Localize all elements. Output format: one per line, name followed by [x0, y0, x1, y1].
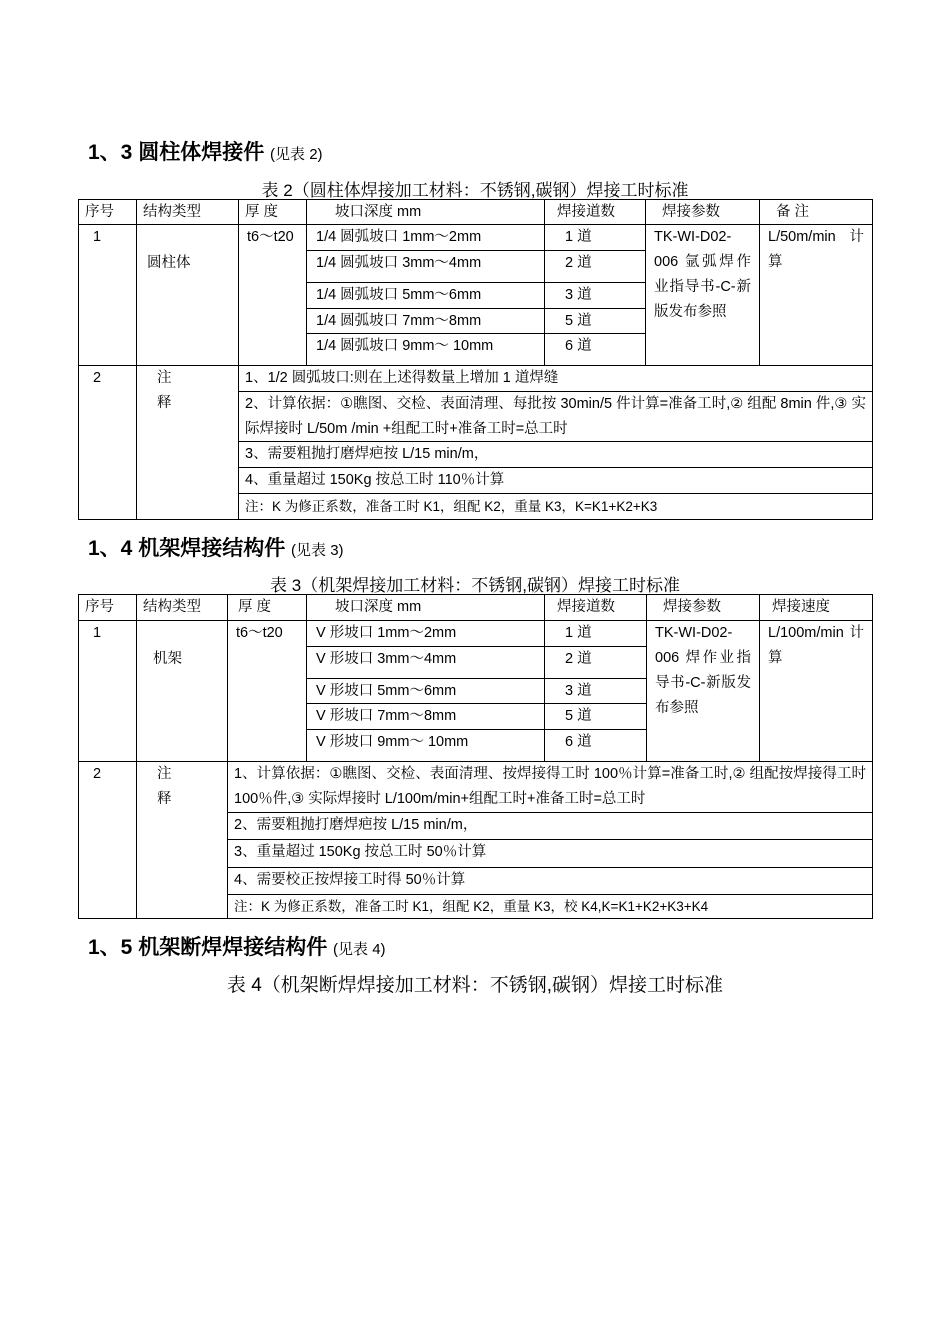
table3-row1-thickness: t6～t20 — [227, 620, 307, 762]
table3-groove-5: V 形坡口 9mm～ 10mm — [306, 729, 545, 762]
table2-header-type: 结构类型 — [136, 199, 239, 225]
table2-groove-4: 1/4 圆弧坡口 7mm～8mm — [306, 308, 545, 334]
table3-passes-5: 6 道 — [544, 729, 647, 762]
table3-passes-1: 1 道 — [544, 620, 647, 647]
table3-header-type: 结构类型 — [136, 594, 228, 621]
table3-passes-4: 5 道 — [544, 703, 647, 730]
table3-header-speed: 焊接速度 — [759, 594, 873, 621]
table2-note-5: 注：K 为修正系数，准备工时 K1，组配 K2，重量 K3，K=K1+K2+K3 — [238, 493, 873, 520]
table2-row2-type — [136, 365, 239, 520]
table2-passes-2: 2 道 — [544, 250, 646, 283]
table3-groove-4: V 形坡口 7mm～8mm — [306, 703, 545, 730]
table2-passes-4: 5 道 — [544, 308, 646, 334]
table3-passes-2: 2 道 — [544, 646, 647, 679]
table3-header-thickness: 厚 度 — [227, 594, 307, 621]
section-note: (见表 2) — [270, 146, 323, 163]
table3-note-2: 2、需要粗抛打磨焊疤按 L/15 min/m， — [227, 812, 873, 840]
section-title: 1、3 圆柱体焊接件 — [88, 141, 265, 164]
table2-header-groove: 坡口深度 mm — [306, 199, 545, 225]
table2-passes-5: 6 道 — [544, 333, 646, 366]
table3-header-groove: 坡口深度 mm — [306, 594, 545, 621]
table2-note-4: 4、重量超过 150Kg 按总工时 110％计算 — [238, 467, 873, 494]
section-title: 1、5 机架断焊焊接结构件 — [88, 936, 328, 959]
table2-note-1: 1、1/2 圆弧坡口:则在上述得数量上增加 1 道焊缝 — [238, 365, 873, 392]
section-14-heading — [88, 532, 344, 562]
table2-groove-1: 1/4 圆弧坡口 1mm～2mm — [306, 224, 545, 251]
table3-row2-type-line2: 释 — [157, 791, 172, 807]
table3-row1-type: 机架 — [136, 620, 228, 762]
table2-row1-thickness: t6～t20 — [238, 224, 307, 366]
table2-caption: 表 2（圆柱体焊接加工材料：不锈钢,碳钢）焊接工时标准 — [261, 181, 689, 200]
table2-header-passes: 焊接道数 — [544, 199, 646, 225]
section-title: 1、4 机架焊接结构件 — [88, 537, 286, 560]
table2-row1-remark: L/50m/min 计算 — [759, 224, 873, 366]
table2-groove-2: 1/4 圆弧坡口 3mm～4mm — [306, 250, 545, 283]
table3-header-param: 焊接参数 — [646, 594, 760, 621]
table3-groove-3: V 形坡口 5mm～6mm — [306, 678, 545, 704]
table2-header-param: 焊接参数 — [645, 199, 760, 225]
table2-passes-1: 1 道 — [544, 224, 646, 251]
table3-header-no: 序号 — [78, 594, 137, 621]
table4-caption: 表 4（机架断焊焊接加工材料：不锈钢,碳钢）焊接工时标准 — [226, 975, 724, 996]
table2-row2-type-line2: 释 — [157, 395, 172, 411]
table3-row1-speed: L/100m/min 计算 — [759, 620, 873, 762]
table2-groove-5: 1/4 圆弧坡口 9mm～ 10mm — [306, 333, 545, 366]
section-13-heading — [88, 136, 323, 166]
table3-row1-param: TK-WI-D02-006 焊作业指导书-C-新版发布参照 — [646, 620, 760, 762]
section-note: (见表 4) — [333, 941, 386, 958]
table3-passes-3: 3 道 — [544, 678, 647, 704]
table2-header-no: 序号 — [78, 199, 137, 225]
table2-header-thickness: 厚 度 — [238, 199, 307, 225]
table3-row2-type — [136, 761, 228, 919]
table2-row1-param: TK-WI-D02-006 氩弧焊作业指导书-C-新版发布参照 — [645, 224, 760, 366]
table2-row1-type: 圆柱体 — [136, 224, 239, 366]
table2-row2-no: 2 — [78, 365, 137, 520]
table2-groove-3: 1/4 圆弧坡口 5mm～6mm — [306, 282, 545, 309]
table2-note-3: 3、需要粗抛打磨焊疤按 L/15 min/m， — [238, 441, 873, 468]
table3-groove-2: V 形坡口 3mm～4mm — [306, 646, 545, 679]
table3-row2-type-line1: 注 — [157, 766, 172, 782]
table3-header-passes: 焊接道数 — [544, 594, 647, 621]
table3-note-3: 3、重量超过 150Kg 按总工时 50％计算 — [227, 839, 873, 868]
table3-note-5: 注：K 为修正系数，准备工时 K1，组配 K2，重量 K3，校 K4,K=K1+K2+K3+K4 — [227, 894, 873, 919]
table2-row1-no: 1 — [78, 224, 137, 366]
table3-note-4: 4、需要校正按焊接工时得 50％计算 — [227, 867, 873, 895]
table2-row2-type-line1: 注 — [157, 370, 172, 386]
section-15-heading — [88, 931, 386, 961]
table3-note-1: 1、计算依据：①瞧图、交检、表面清理、按焊接得工时 100％计算=准备工时,② 组配按焊接得工时 100％件,③ 实际焊接时 L/100m/min+组配工时+准备工时=总工时 — [227, 761, 873, 813]
table2-header-remark: 备 注 — [759, 199, 873, 225]
section-note: (见表 3) — [291, 542, 344, 559]
table3-row1-no: 1 — [78, 620, 137, 762]
table3-groove-1: V 形坡口 1mm～2mm — [306, 620, 545, 647]
table2-note-2: 2、计算依据：①瞧图、交检、表面清理、每批按 30min/5 件计算=准备工时,② 组配 8min 件,③ 实际焊接时 L/50m /min +组配工时+准备工时=总工时 — [238, 391, 873, 442]
table3-caption: 表 3（机架焊接加工材料：不锈钢,碳钢）焊接工时标准 — [270, 576, 680, 595]
table2-passes-3: 3 道 — [544, 282, 646, 309]
table3-row2-no: 2 — [78, 761, 137, 919]
